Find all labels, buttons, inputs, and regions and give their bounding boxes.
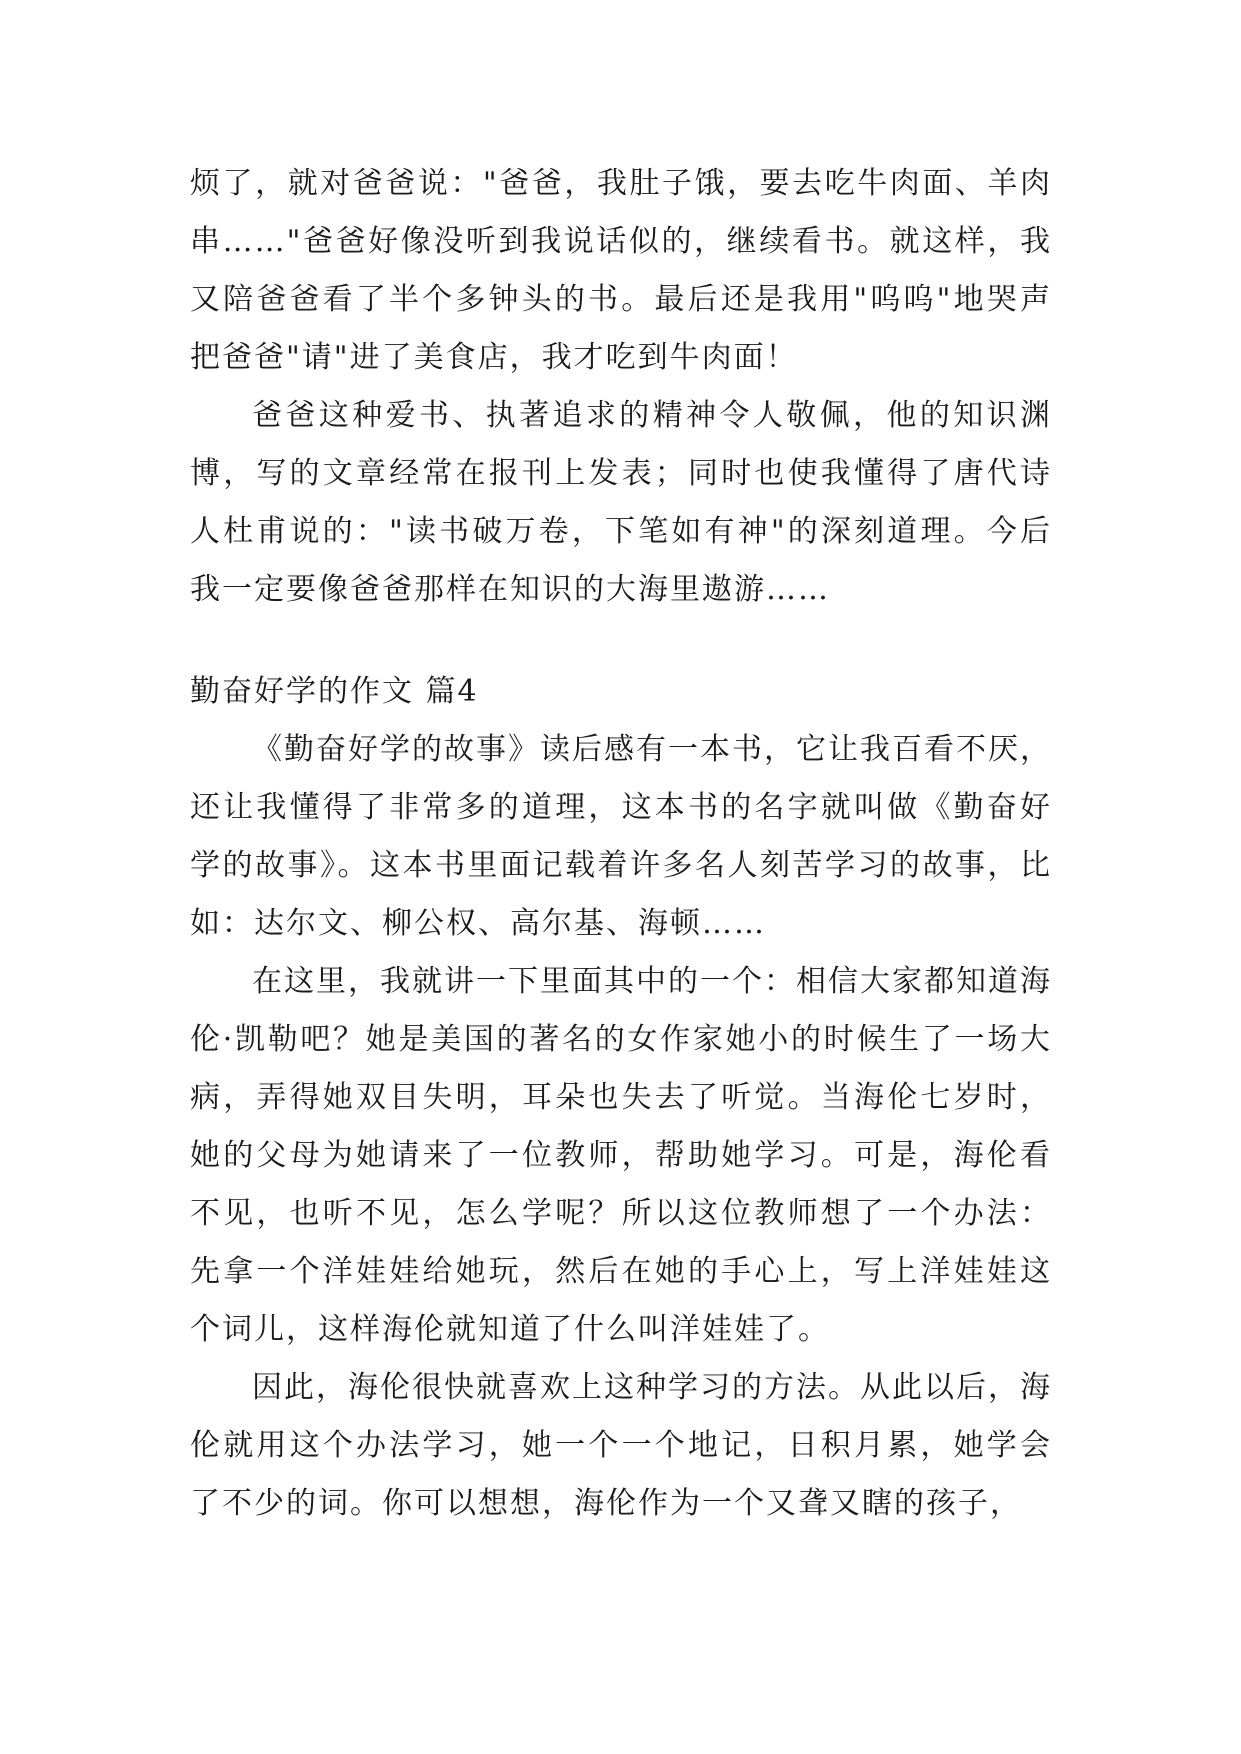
paragraph: 《勤奋好学的故事》读后感有一本书，它让我百看不厌，还让我懂得了非常多的道理，这本书的名字就叫做《勤奋好学的故事》。这本书里面记载着许多名人刻苦学习的故事，比如：达尔文、柳公权、高尔基、海顿…… [190, 732, 1052, 941]
section-heading: 勤奋好学的作文 篇4 [190, 674, 479, 709]
paragraph: 在这里，我就讲一下里面其中的一个：相信大家都知道海伦·凯勒吧？她是美国的著名的女作家她小的时候生了一场大病，弄得她双目失明，耳朵也失去了听觉。当海伦七岁时，她的父母为她请来了一位教师，帮助她学习。可是，海伦看不见，也听不见，怎么学呢？所以这位教师想了一个办法：先拿一个洋娃娃给她玩，然后在她的手心上，写上洋娃娃这个词儿，这样海伦就知道了什么叫洋娃娃了。 [190, 964, 1052, 1347]
paragraph: 因此，海伦很快就喜欢上这种学习的方法。从此以后，海伦就用这个办法学习，她一个一个地记，日积月累，她学会了不少的词。你可以想想，海伦作为一个又聋又瞎的孩子， [190, 1370, 1052, 1521]
paragraph-continued: 烦了，就对爸爸说："爸爸，我肚子饿，要去吃牛肉面、羊肉串……"爸爸好像没听到我说话似的，继续看书。就这样，我又陪爸爸看了半个多钟头的书。最后还是我用"呜呜"地哭声把爸爸"请"进了美食店，我才吃到牛肉面！ [190, 166, 1052, 375]
paragraph: 爸爸这种爱书、执著追求的精神令人敬佩，他的知识渊博，写的文章经常在报刊上发表；同时也使我懂得了唐代诗人杜甫说的："读书破万卷，下笔如有神"的深刻道理。今后我一定要像爸爸那样在知识的大海里遨游…… [190, 398, 1052, 607]
document-body [190, 155, 1052, 1533]
